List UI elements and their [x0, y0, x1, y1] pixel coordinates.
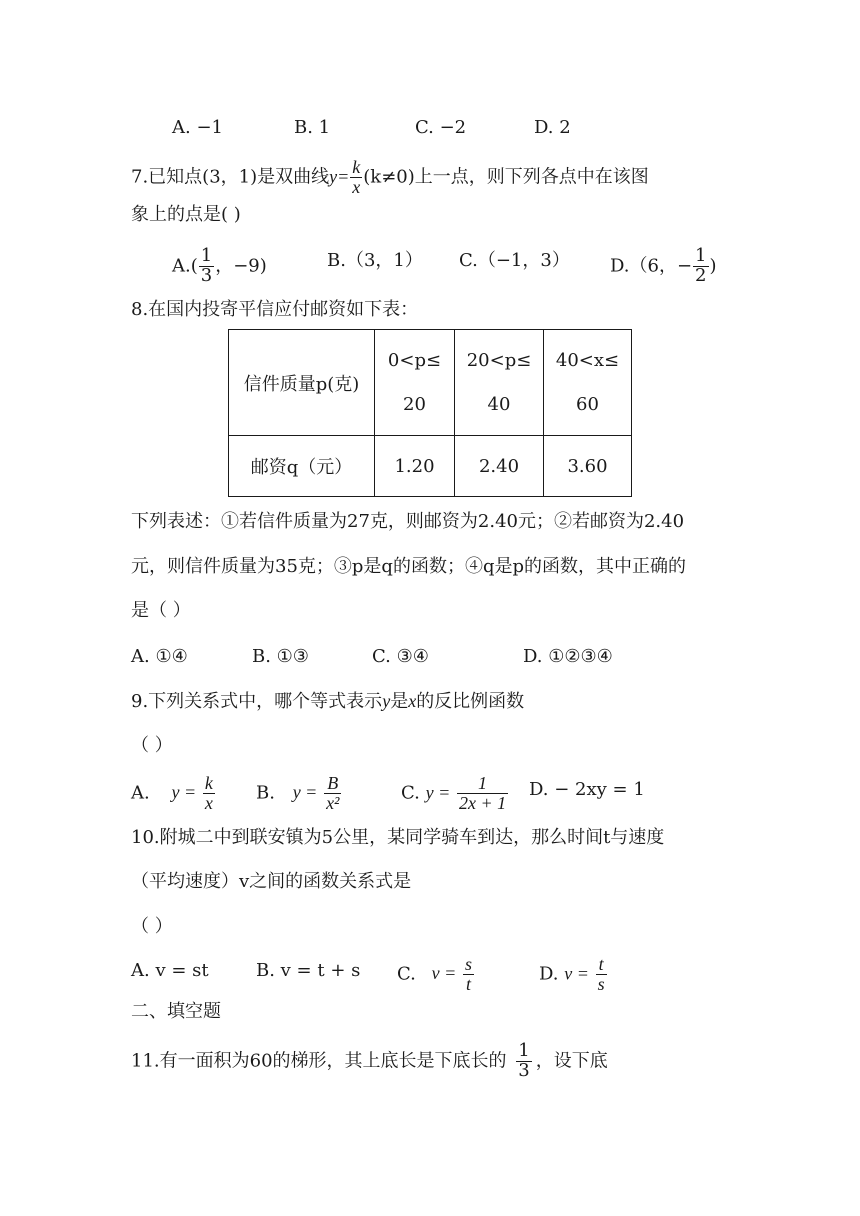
table-cell-bottom: 60	[576, 393, 599, 415]
q9-option-b-fraction	[324, 774, 341, 813]
q6-option-d: D. 2	[534, 117, 571, 138]
q7-option-a	[172, 247, 267, 286]
q10-option-c-fraction	[463, 955, 474, 994]
q9-option-d: D. − 2xy = 1	[529, 779, 645, 800]
q7-condition: (k≠0)上一点，则下列各点中在该图	[363, 166, 649, 188]
q9-option-c-label: C.	[401, 782, 420, 804]
q9-var-x: x	[408, 691, 417, 711]
q7-stem-pre: 7.已知点(3，1)是双曲线	[131, 166, 330, 188]
q11-frac-den: 3	[518, 1059, 530, 1081]
q9-option-b-lhs: y =	[292, 782, 318, 803]
q9-option-a-lhs: y =	[171, 782, 197, 803]
q9-stem-pre: 9.下列关系式中，哪个等式表示	[131, 691, 383, 712]
q7-frac-num: k	[352, 157, 361, 177]
q10-stem-line1: 10.附城二中到联安镇为5公里，某同学骑车到达，那么时间t与速度	[131, 827, 665, 848]
q8-desc-line3: 是（ ）	[131, 600, 191, 621]
q9-option-b-den: x²	[326, 792, 340, 813]
q9-option-b-label: B.	[256, 782, 275, 804]
q9-option-c-lhs: y =	[425, 782, 451, 803]
q10-option-d	[539, 955, 608, 994]
q11-stem	[131, 1042, 608, 1081]
table-row	[229, 330, 632, 436]
q9-stem	[131, 689, 524, 714]
q9-option-c-den: 2x + 1	[458, 792, 507, 813]
table-cell	[544, 330, 632, 436]
q7-option-c: C.（−1，3）	[459, 250, 570, 271]
q10-option-c-label: C.	[397, 963, 416, 985]
q6-option-b: B. 1	[294, 117, 331, 138]
q7-y-eq: y=	[329, 166, 350, 187]
q7-option-a-fraction	[199, 247, 214, 286]
q9-stem-post: 的反比例函数	[416, 691, 525, 712]
q9-paren: （ ）	[131, 735, 173, 756]
table-header-weight: 信件质量p(克)	[229, 330, 375, 436]
q7-fraction	[350, 158, 362, 197]
q9-option-c	[401, 774, 509, 813]
q10-option-d-fraction	[596, 955, 607, 994]
q9-option-a-label: A.	[131, 782, 150, 804]
q10-paren: （ ）	[131, 916, 173, 937]
q7-option-a-num: 1	[200, 245, 213, 266]
q8-stem: 8.在国内投寄平信应付邮资如下表：	[131, 299, 419, 320]
table-cell	[375, 330, 455, 436]
q10-option-a: A. v = st	[131, 960, 209, 981]
q8-option-d: D. ①②③④	[523, 646, 613, 667]
q7-option-d-post: )	[709, 255, 717, 277]
q10-option-b: B. v = t + s	[256, 960, 361, 981]
q7-option-a-pre: A.(	[172, 255, 198, 277]
section-heading: 二、填空题	[131, 1001, 221, 1022]
q7-stem	[131, 158, 649, 197]
q10-option-d-num: t	[596, 955, 607, 975]
q10-stem-line2: （平均速度）v之间的函数关系式是	[131, 871, 412, 892]
q11-stem-post: ，设下底	[535, 1050, 608, 1072]
q7-option-a-den: 3	[200, 264, 213, 286]
q9-option-a	[131, 774, 216, 813]
q6-option-c: C. −2	[415, 117, 467, 138]
q7-option-d-pre: D.（6，−	[610, 255, 693, 277]
q9-option-a-den: x	[204, 792, 213, 813]
q7-stem-line2: 象上的点是( )	[131, 204, 241, 225]
q9-stem-mid: 是	[390, 691, 409, 712]
q10-option-d-lhs: v =	[564, 963, 589, 984]
q11-stem-pre: 11.有一面积为60的梯形，其上底长是下底长的	[131, 1050, 507, 1072]
q9-option-a-fraction	[203, 774, 215, 813]
q10-option-d-label: D.	[539, 963, 559, 985]
q8-option-b: B. ①③	[252, 646, 309, 667]
q10-option-d-den: s	[597, 973, 605, 994]
q7-option-d-num: 1	[695, 245, 707, 266]
q9-option-b-num: B	[324, 774, 341, 794]
q8-option-a: A. ①④	[131, 646, 188, 667]
table-cell-bottom: 40	[487, 393, 511, 415]
q10-option-c-lhs: v =	[431, 963, 457, 984]
table-cell-top: 40<x≤	[555, 349, 620, 371]
q10-option-c-num: s	[464, 954, 472, 974]
q6-option-a: A. −1	[172, 117, 223, 138]
table-cell	[455, 330, 544, 436]
q11-frac-num: 1	[518, 1040, 530, 1061]
table-cell: 3.60	[544, 436, 632, 497]
q9-option-b	[256, 774, 342, 813]
table-cell-top: 20<p≤	[466, 349, 532, 371]
q7-option-d	[610, 247, 717, 286]
q7-frac-den: x	[352, 176, 361, 197]
q9-option-c-fraction	[457, 774, 508, 813]
q10-option-c-den: t	[465, 973, 471, 994]
postage-table	[228, 329, 632, 497]
table-row	[229, 436, 632, 497]
q11-fraction	[516, 1042, 531, 1081]
q7-option-a-post: ，−9)	[215, 255, 267, 277]
q8-option-c: C. ③④	[372, 646, 429, 667]
q10-option-c	[397, 955, 475, 994]
q7-option-d-fraction	[693, 247, 708, 286]
q7-option-b: B.（3，1）	[327, 250, 423, 271]
q8-desc-line2: 元，则信件质量为35克；③p是q的函数；④q是p的函数，其中正确的	[131, 556, 686, 577]
q8-desc-line1: 下列表述：①若信件质量为27克，则邮资为2.40元；②若邮资为2.40	[131, 511, 685, 532]
q7-option-d-den: 2	[695, 264, 707, 286]
table-header-postage: 邮资q（元）	[229, 436, 375, 497]
table-cell-bottom: 20	[403, 393, 426, 415]
q9-option-a-num: k	[204, 773, 213, 793]
table-cell: 2.40	[455, 436, 544, 497]
q9-option-c-num: 1	[457, 774, 508, 794]
q9-var-y: y	[382, 691, 391, 711]
table-cell-top: 0<p≤	[387, 349, 442, 371]
table-cell: 1.20	[375, 436, 455, 497]
